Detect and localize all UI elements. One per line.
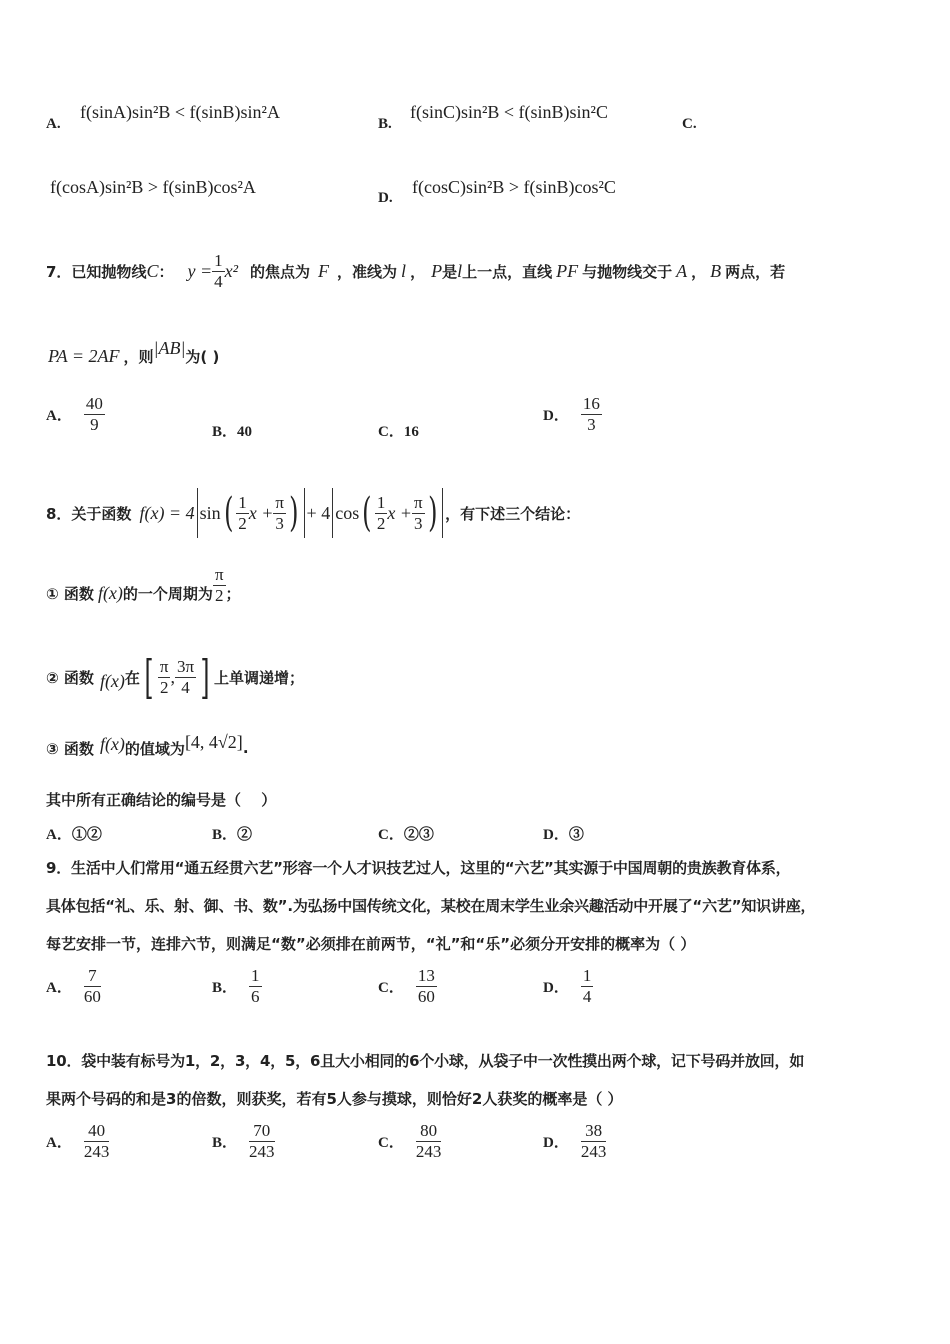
q10-option-b-fraction: $\frac{70}{243}$ <box>249 1121 275 1161</box>
q8-option-c <box>378 823 434 844</box>
q7-curve-name: C <box>146 260 159 281</box>
q10-option-c <box>378 1121 441 1162</box>
q7-point-A: A <box>676 260 688 281</box>
q10-option-d-fraction: $\frac{38}{243}$ <box>580 1121 607 1161</box>
q9-option-c <box>378 966 437 1007</box>
q7-option-a-label: A． <box>46 408 72 424</box>
q8-c2-fx: f(x) <box>99 670 125 691</box>
q8-option-d <box>543 823 584 844</box>
q7-prefix: 7．已知抛物线 <box>46 262 147 281</box>
q7-point-P: P <box>431 260 443 281</box>
q9-option-c-fraction: $\frac{13}{60}$ <box>417 966 435 1006</box>
q7-line2 <box>48 338 219 374</box>
q9-option-b <box>212 966 262 1007</box>
q8-option-b-text: ② <box>237 827 253 843</box>
q8-plus4: + 4 <box>306 502 331 523</box>
q8-c3-end: . <box>242 739 249 757</box>
q7-option-b-label: B． <box>212 424 238 440</box>
q7-text-intersect: 与抛物线交于 <box>582 262 673 281</box>
q8-conclusion-3 <box>46 730 249 766</box>
q7-line-PF: PF <box>556 260 579 281</box>
q8-x-plus1: x + <box>248 502 274 523</box>
q6-option-b-label: B. <box>378 116 392 132</box>
q8-option-b <box>212 823 252 844</box>
q9-option-a-fraction: $\frac{7}{60}$ <box>83 966 101 1006</box>
q8-paren-open2: ( <box>362 490 372 536</box>
q8-c2-comma: , <box>170 666 175 687</box>
q7-text-is: 是 <box>442 262 458 281</box>
q8-paren-close1: ) <box>289 490 299 536</box>
q7-option-c <box>378 420 419 441</box>
q8-c2-prefix: ② 函数 <box>46 668 94 687</box>
q7-option-a-fraction: $\frac{40}{9}$ <box>85 394 103 434</box>
q8-option-a-text: ①② <box>71 827 102 843</box>
q8-c1-mid: 的一个周期为 <box>122 584 213 603</box>
q8-option-a-label: A． <box>46 827 72 843</box>
q7-option-b <box>212 420 252 441</box>
q7-text-then: ，则 <box>123 347 154 366</box>
q8-conclusion-1 <box>46 562 241 624</box>
q8-c3-prefix: ③ 函数 <box>46 739 94 758</box>
q8-half-frac1: $\frac{1}{2}$ <box>238 492 247 533</box>
q8-c2-bracket-close: ] <box>200 650 210 704</box>
q7-line1 <box>46 236 785 306</box>
q8-suffix: ，有下述三个结论： <box>445 504 581 523</box>
q10-option-c-label: C． <box>378 1135 404 1151</box>
q7-option-d <box>543 394 602 435</box>
q9-line1: 9．生活中人们常用“通五经贯六艺”形容一个人才识技艺过人，这里的“六艺”其实源于中国周朝的贵族教育体系， <box>46 859 791 877</box>
q6-option-d-label: D. <box>378 190 393 206</box>
q9-option-d-label: D． <box>543 980 569 996</box>
q8-option-d-label: D． <box>543 827 569 843</box>
q8-pi-frac1: $\frac{\pi}{3}$ <box>275 492 284 533</box>
q8-c2-interval-a: $\frac{\pi}{2}$ <box>159 656 169 697</box>
q8-abs-bar-left1 <box>197 488 198 538</box>
q8-c2-bracket-open: [ <box>144 650 154 704</box>
q8-abs-bar-right1 <box>304 488 305 538</box>
q7-focus-F: F <box>318 260 330 281</box>
q6-option-d-expr: f(cosC)sin²B > f(sinB)cos²C <box>412 177 616 197</box>
q7-text-if: 两点，若 <box>725 262 786 281</box>
q8-c1-end: ； <box>225 584 241 603</box>
q7-option-d-fraction: $\frac{16}{3}$ <box>582 394 600 434</box>
q9-option-b-fraction: $\frac{1}{6}$ <box>251 966 260 1006</box>
q7-condition: PA = 2AF <box>48 345 120 366</box>
q8-c3-range: [4, 4√2] <box>184 731 243 752</box>
q10-line1: 10．袋中装有标号为1，2，3，4，5，6且大小相同的6个小球，从袋子中一次性摸出两个球，记下号码并放回，如 <box>46 1052 805 1070</box>
q9-option-c-label: C． <box>378 980 404 996</box>
q8-option-c-label: C． <box>378 827 404 843</box>
q8-fx: f(x) = 4 <box>139 502 195 523</box>
q10-option-b-label: B． <box>212 1135 238 1151</box>
q6-option-c-expr: f(cosA)sin²B > f(sinB)cos²A <box>50 177 256 197</box>
q10-option-d <box>543 1121 606 1162</box>
q7-text-focus: 的焦点为 <box>250 262 311 281</box>
q7-eq-lhs: y = <box>187 260 213 281</box>
q8-option-d-text: ③ <box>568 827 584 843</box>
q10-option-c-fraction: $\frac{80}{243}$ <box>415 1121 442 1161</box>
q6-option-a-label: A. <box>46 116 61 132</box>
q7-point-B: B <box>710 260 722 281</box>
q8-c1-prefix: ① 函数 <box>46 584 94 603</box>
q8-conclusion-2 <box>46 646 304 708</box>
q10-line2: 果两个号码的和是3的倍数，则获奖，若有5人参与摸球，则恰好2人获奖的概率是（ ） <box>46 1090 623 1108</box>
q8-c2-end: 上单调递增； <box>214 668 305 687</box>
q7-option-a <box>46 394 105 435</box>
q8-abs-bar-right2 <box>442 488 443 538</box>
q9-option-d-fraction: $\frac{1}{4}$ <box>582 966 592 1006</box>
q8-option-c-text: ②③ <box>403 827 434 843</box>
q7-colon: ： <box>158 262 174 281</box>
q9-option-a <box>46 966 101 1007</box>
q8-abs-bar-left2 <box>332 488 333 538</box>
q7-text-directrix: ，准线为 <box>337 262 398 281</box>
q8-cos: cos <box>335 502 360 523</box>
q7-eq-rhs: x² <box>224 260 239 281</box>
q7-text-comma1: ， <box>410 262 426 281</box>
q8-c1-period: $\frac{\pi}{2}$ <box>214 564 224 605</box>
q7-option-c-text: 16 <box>403 424 419 440</box>
q8-paren-close2: ) <box>427 490 438 536</box>
q9-line2: 具体包括“礼、乐、射、御、书、数”.为弘扬中国传统文化，某校在周末学生业余兴趣活动中开展了“六艺”知识讲座， <box>46 897 816 915</box>
q6-option-a-expr: f(sinA)sin²B < f(sinB)sin²A <box>80 102 280 122</box>
q8-c3-fx: f(x) <box>99 733 125 754</box>
q8-line1 <box>46 478 580 548</box>
q8-pi-frac2: $\frac{\pi}{3}$ <box>413 492 423 533</box>
q8-paren-open1: ( <box>223 490 234 536</box>
q6-option-b-expr: f(sinC)sin²B < f(sinB)sin²C <box>410 102 608 122</box>
q8-option-b-label: B． <box>212 827 238 843</box>
q8-c2-mid: 在 <box>124 668 140 687</box>
q8-c3-mid: 的值域为 <box>124 739 185 758</box>
q8-prefix: 8．关于函数 <box>46 504 132 523</box>
q7-directrix-l: l <box>401 260 407 281</box>
q9-line3: 每艺安排一节，连排六节，则满足“数”必须排在前两节，“礼”和“乐”必须分开安排的概率为（ ） <box>46 935 696 953</box>
q9-option-d <box>543 966 593 1007</box>
q8-option-a <box>46 823 102 844</box>
q7-line-l: l <box>457 260 463 281</box>
q8-question: 其中所有正确结论的编号是（ ） <box>46 791 277 809</box>
q9-option-a-label: A． <box>46 980 72 996</box>
q8-c1-fx: f(x) <box>97 582 123 603</box>
q7-eq-fraction: $\frac{1}{4}$ <box>214 250 223 291</box>
q10-option-b <box>212 1121 275 1162</box>
q6-option-c-label: C. <box>682 116 697 132</box>
q7-text-comma2: ， <box>691 262 707 281</box>
q10-option-a <box>46 1121 109 1162</box>
q7-option-c-label: C． <box>378 424 404 440</box>
q10-option-d-label: D． <box>543 1135 569 1151</box>
q7-text-line: 上一点，直线 <box>462 262 553 281</box>
q8-x-plus2: x + <box>387 502 412 523</box>
q10-option-a-label: A． <box>46 1135 72 1151</box>
q8-c2-interval-b: $\frac{3\pi}{4}$ <box>176 656 195 697</box>
q9-option-b-label: B． <box>212 980 238 996</box>
q8-sin: sin <box>199 502 221 523</box>
q7-text-is-blank: 为( ) <box>185 347 220 366</box>
q7-option-d-label: D． <box>543 408 569 424</box>
q7-AB: |AB| <box>153 337 186 358</box>
q7-option-b-text: 40 <box>237 424 253 440</box>
q8-half-frac2: $\frac{1}{2}$ <box>376 492 386 533</box>
q10-option-a-fraction: $\frac{40}{243}$ <box>83 1121 110 1161</box>
